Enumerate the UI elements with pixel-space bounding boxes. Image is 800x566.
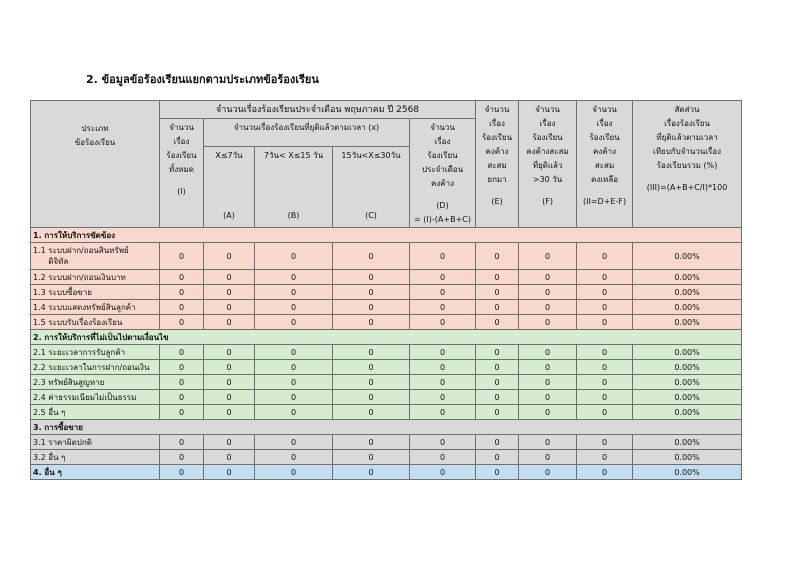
row-value: 0	[476, 300, 519, 315]
row-value: 0	[577, 435, 633, 450]
row-value: 0	[577, 360, 633, 375]
col-b-code: (B)	[287, 211, 300, 220]
row-value: 0	[476, 315, 519, 330]
row-value: 0	[577, 285, 633, 300]
row-value: 0	[333, 435, 410, 450]
row-value: 0	[476, 360, 519, 375]
row-value: 0	[255, 390, 333, 405]
row-value: 0	[255, 270, 333, 285]
row-value: 0	[333, 465, 410, 480]
col-category-header	[31, 101, 160, 228]
row-value: 0	[519, 345, 577, 360]
row-value: 0	[519, 375, 577, 390]
row-value: 0	[519, 450, 577, 465]
row-value: 0	[160, 345, 204, 360]
table-row	[31, 285, 742, 300]
row-value: 0	[160, 450, 204, 465]
row-value: 0	[577, 450, 633, 465]
section-heading: 2. ข้อมูลข้อร้องเรียนแยกตามประเภทข้อร้องเรียน	[86, 73, 319, 86]
row-label: 1.4 ระบบแสดงทรัพย์สินลูกค้า	[31, 300, 160, 315]
row-label: 3.1 ราคาผิดปกติ	[31, 435, 160, 450]
row-value: 0	[333, 375, 410, 390]
row-value: 0	[160, 285, 204, 300]
row-value: 0	[204, 390, 255, 405]
col-c-label: 15วัน<X≤30วัน	[341, 151, 401, 160]
row-value: 0	[160, 315, 204, 330]
row-value: 0	[204, 285, 255, 300]
row-value: 0.00%	[633, 435, 742, 450]
row-value: 0	[255, 243, 333, 270]
row-value: 0	[476, 435, 519, 450]
row-value: 0	[410, 243, 476, 270]
col-remaining-label: จำนวน เรื่อง ร้องเรียน คงค้าง สะสม คงเหลือ	[589, 105, 620, 184]
row-value: 0	[333, 390, 410, 405]
row-value: 0	[519, 285, 577, 300]
row-value: 0	[476, 345, 519, 360]
table-row	[31, 405, 742, 420]
row-value: 0	[476, 465, 519, 480]
row-value: 0	[160, 243, 204, 270]
table-row	[31, 435, 742, 450]
row-value: 0	[204, 360, 255, 375]
row-value: 0	[519, 270, 577, 285]
row-value: 0	[255, 315, 333, 330]
col-accum-code: (E)	[491, 197, 503, 206]
row-value: 0	[410, 375, 476, 390]
col-accum-over30-label: จำนวน เรื่อง ร้องเรียน คงค้างสะสม ที่ยุติแล้ว >30 วัน	[526, 105, 569, 184]
complaints-table	[30, 100, 742, 480]
col-total-label: จำนวน เรื่อง ร้องเรียน ทั้งหมด	[166, 123, 197, 174]
row-value: 0	[410, 315, 476, 330]
row-value: 0	[204, 270, 255, 285]
row-value: 0	[255, 450, 333, 465]
table-row	[31, 300, 742, 315]
row-value: 0	[255, 360, 333, 375]
row-label: 2.4 ค่าธรรมเนียมไม่เป็นธรรม	[31, 390, 160, 405]
row-label: 2.2 ระยะเวลาในการฝาก/ถอนเงิน	[31, 360, 160, 375]
row-value: 0	[204, 300, 255, 315]
table-row	[31, 270, 742, 285]
col-a-label: X≤7วัน	[215, 151, 243, 160]
col-ratio-header	[633, 101, 742, 228]
row-value: 0	[476, 270, 519, 285]
section-header-row	[31, 228, 742, 243]
row-value: 0	[577, 375, 633, 390]
row-value: 0.00%	[633, 390, 742, 405]
row-value: 0	[577, 243, 633, 270]
table-row	[31, 360, 742, 375]
row-value: 0	[476, 375, 519, 390]
row-value: 0	[204, 243, 255, 270]
row-value: 0	[333, 345, 410, 360]
row-value: 0	[577, 300, 633, 315]
table-row-other	[31, 465, 742, 480]
row-label: 2.5 อื่น ๆ	[31, 405, 160, 420]
section-header-row	[31, 330, 742, 345]
row-value: 0.00%	[633, 465, 742, 480]
col-accum-label: จำนวน เรื่อง ร้องเรียน คงค้าง สะสม ยกมา	[481, 105, 513, 184]
row-value: 0.00%	[633, 375, 742, 390]
row-value: 0	[577, 465, 633, 480]
row-value: 0.00%	[633, 450, 742, 465]
row-value: 0.00%	[633, 315, 742, 330]
section-header-row	[31, 420, 742, 435]
row-value: 0	[255, 345, 333, 360]
row-value: 0	[519, 360, 577, 375]
row-value: 0	[204, 405, 255, 420]
row-value: 0	[160, 465, 204, 480]
row-value: 0	[160, 300, 204, 315]
row-value: 0	[410, 300, 476, 315]
row-value: 0	[204, 450, 255, 465]
col-c-header	[333, 147, 410, 228]
row-value: 0	[255, 435, 333, 450]
col-total-header	[160, 119, 204, 228]
row-value: 0	[255, 405, 333, 420]
row-value: 0.00%	[633, 243, 742, 270]
row-value: 0.00%	[633, 360, 742, 375]
table-row	[31, 315, 742, 330]
row-value: 0	[204, 315, 255, 330]
row-value: 0	[410, 270, 476, 285]
row-value: 0.00%	[633, 345, 742, 360]
row-value: 0	[577, 315, 633, 330]
col-accum-over30-header	[519, 101, 577, 228]
row-label: 3.2 อื่น ๆ	[31, 450, 160, 465]
row-value: 0	[160, 270, 204, 285]
row-value: 0	[476, 450, 519, 465]
row-label: 1.1 ระบบฝาก/ถอนสินทรัพย์ ดิจิทัล	[31, 243, 160, 270]
row-value: 0	[160, 360, 204, 375]
row-label: 1.3 ระบบซื้อขาย	[31, 285, 160, 300]
row-label: 4. อื่น ๆ	[31, 465, 160, 480]
col-remaining-header	[577, 101, 633, 228]
row-value: 0	[333, 360, 410, 375]
row-label: 1.5 ระบบรับเรื่องร้องเรียน	[31, 315, 160, 330]
row-value: 0	[410, 450, 476, 465]
col-b-label: 7วัน< X≤15 วัน	[263, 151, 324, 160]
row-value: 0	[333, 315, 410, 330]
table-row	[31, 243, 742, 270]
col-ratio-code: (III)=(A+B+C/I)*100	[646, 183, 728, 192]
row-value: 0.00%	[633, 285, 742, 300]
col-pending-month-code: (D)	[436, 201, 449, 210]
row-value: 0	[160, 390, 204, 405]
row-label: 2.3 ทรัพย์สินสูญหาย	[31, 375, 160, 390]
table-body	[31, 228, 742, 480]
row-value: 0	[519, 243, 577, 270]
col-resolved-group-header: จำนวนเรื่องร้องเรียนที่ยุติแล้วตามเวลา (x)	[204, 119, 410, 147]
section-title: 2. การให้บริการที่ไม่เป็นไปตามเงื่อนไข	[31, 330, 742, 345]
row-value: 0	[255, 285, 333, 300]
col-pending-month-label: จำนวน เรื่อง ร้องเรียน ประจำเดือน คงค้าง	[421, 123, 464, 188]
row-value: 0	[519, 315, 577, 330]
row-value: 0	[519, 390, 577, 405]
table-row	[31, 450, 742, 465]
row-value: 0	[333, 300, 410, 315]
col-accum-over30-code: (F)	[542, 197, 553, 206]
row-value: 0	[476, 285, 519, 300]
row-value: 0.00%	[633, 270, 742, 285]
row-value: 0	[255, 375, 333, 390]
row-value: 0	[410, 360, 476, 375]
section-title: 1. การให้บริการขัดข้อง	[31, 228, 742, 243]
row-value: 0	[160, 405, 204, 420]
col-pending-month-header	[410, 119, 476, 228]
row-value: 0	[333, 243, 410, 270]
row-value: 0	[410, 345, 476, 360]
col-remaining-code: (II=D+E-F)	[583, 197, 627, 206]
row-value: 0	[519, 465, 577, 480]
section-title: 3. การซื้อขาย	[31, 420, 742, 435]
row-value: 0	[255, 465, 333, 480]
row-value: 0	[204, 375, 255, 390]
row-value: 0	[160, 435, 204, 450]
col-ratio-label: สัดส่วน เรื่องร้องเรียน ที่ยุติแล้วตามเวลา เทียบกับจำนวนเรื่อง ร้องเรียนรวม (%)	[653, 105, 722, 170]
col-a-code: (A)	[223, 211, 235, 220]
col-category-label: ประเภท ข้อร้องเรียน	[74, 124, 116, 147]
row-value: 0	[577, 405, 633, 420]
row-value: 0	[476, 243, 519, 270]
col-a-header	[204, 147, 255, 228]
row-value: 0	[476, 405, 519, 420]
row-value: 0	[476, 390, 519, 405]
row-value: 0	[410, 405, 476, 420]
row-label: 2.1 ระยะเวลาการรับลูกค้า	[31, 345, 160, 360]
col-c-code: (C)	[365, 211, 377, 220]
col-total-code: (I)	[177, 187, 186, 196]
row-value: 0	[577, 270, 633, 285]
col-b-header	[255, 147, 333, 228]
row-value: 0	[577, 390, 633, 405]
row-value: 0	[204, 345, 255, 360]
row-value: 0	[160, 375, 204, 390]
row-value: 0	[255, 300, 333, 315]
row-value: 0.00%	[633, 405, 742, 420]
row-value: 0	[410, 435, 476, 450]
row-value: 0	[410, 390, 476, 405]
table-row	[31, 390, 742, 405]
row-label: 1.2 ระบบฝาก/ถอนเงินบาท	[31, 270, 160, 285]
row-value: 0	[333, 285, 410, 300]
row-value: 0	[519, 405, 577, 420]
row-value: 0.00%	[633, 300, 742, 315]
row-value: 0	[204, 465, 255, 480]
col-pending-month-formula: = (I)-(A+B+C)	[414, 215, 471, 224]
row-value: 0	[333, 270, 410, 285]
row-value: 0	[410, 285, 476, 300]
col-accum-header	[476, 101, 519, 228]
row-value: 0	[577, 345, 633, 360]
row-value: 0	[333, 405, 410, 420]
table-title: จำนวนเรื่องร้องเรียนประจำเดือน พฤษภาคม ปี 2568	[160, 101, 476, 119]
table-row	[31, 375, 742, 390]
row-value: 0	[204, 435, 255, 450]
row-value: 0	[333, 450, 410, 465]
row-value: 0	[519, 300, 577, 315]
row-value: 0	[410, 465, 476, 480]
row-value: 0	[519, 435, 577, 450]
table-row	[31, 345, 742, 360]
